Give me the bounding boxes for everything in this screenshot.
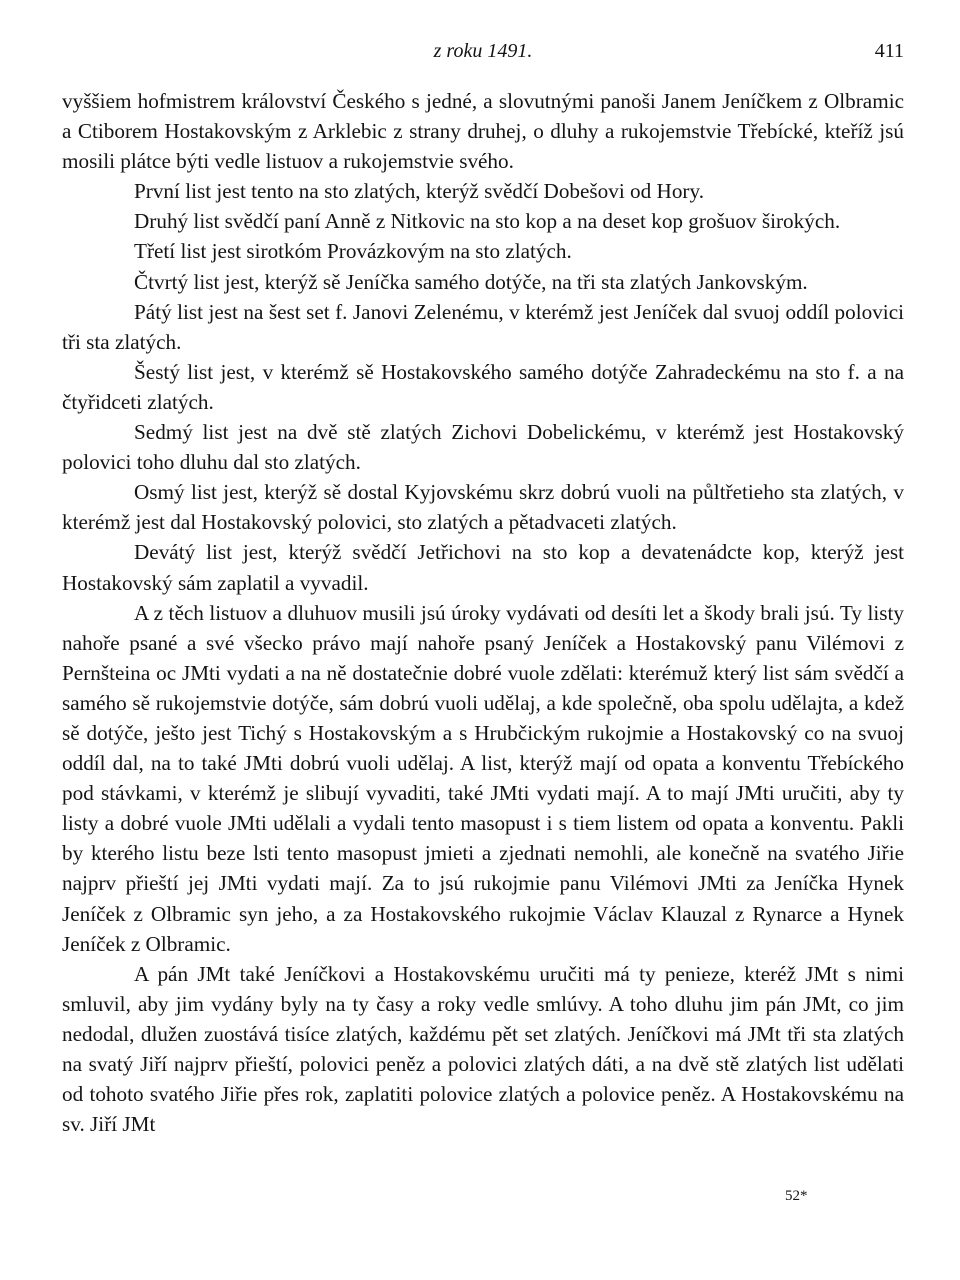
paragraph: Pátý list jest na šest set f. Janovi Zelenému, v kterémž jest Jeníček dal svuoj oddíl polovici tři sta zlatých. (62, 299, 904, 354)
running-title: z roku 1491. (433, 40, 533, 62)
paragraph: A z těch listuov a dluhuov musili jsú úroky vydávati od desíti let a škody brali jsú. Ty listy nahoře psané a své všecko právo mají nahoře psaný Jeníček a Hostakovský panu Vilémovi z Pernšteina oc JMti vydati a na ně dostatečnie dobré vuole zdělati: kterémuž který list sám svědčí a samého sě rukojemstvie dotýče, sám dobrú vuoli udělaj, a kde společně, oba spolu udělajta, a kdež sě dotýče, ješto jest Tichý s Hostakovským a s Hrubčickým rukojmie a Hostakovský co na svuoj oddíl dal, na to také JMti dobrú vuoli udělaj. A list, kterýž mají od opata a konventu Třebíckého pod stávkami, v kterémž je slibují vyvaditi, také JMti vydati mají. A to mají JMti uručiti, aby ty listy a dobré vuole JMti udělali a vydali tento masopust i s tiem listem od opata a konventu. Pakli by kterého listu beze lsti tento masopust jmieti a zjednati nemohli, ale konečně na svatého Jiřie najprv přieští jej JMti vydati mají. Za to jsú rukojmie panu Vilémovi JMti za Jeníčka Hynek Jeníček z Olbramic syn jeho, a za Hostakovského rukojmie Václav Klauzal z Rynarce a Hynek Jeníček z Olbramic. (62, 600, 904, 956)
paragraph: Devátý list jest, kterýž svědčí Jetřichovi na sto kop a devatenádcte kop, kterýž jest Hostakovský sám zaplatil a vyvadil. (62, 540, 904, 595)
paragraph: Osmý list jest, kterýž sě dostal Kyjovskému skrz dobrú vuoli na půltřetieho sta zlatých, v kterémž jest dal Hostakovský polovici, sto zlatých a pětadvaceti zlatých. (62, 480, 904, 535)
paragraph: Druhý list svědčí paní Anně z Nitkovic na sto kop a na deset kop grošuov širokých. (134, 209, 841, 234)
body-text (62, 86, 904, 1139)
paragraph: Šestý list jest, v kterémž sě Hostakovského samého dotýče Zahradeckému na sto f. a na čtyřidceti zlatých. (62, 359, 904, 414)
paragraph: Třetí list jest sirotkóm Provázkovým na sto zlatých. (134, 239, 572, 264)
page-number: 411 (874, 40, 904, 62)
paragraph: První list jest tento na sto zlatých, kterýž svědčí Dobešovi od Hory. (134, 179, 704, 204)
paragraph: A pán JMt také Jeníčkovi a Hostakovskému uručiti má ty penieze, kteréž JMt s nimi smluvil, aby jim vydány byly na ty časy a roky vedle smlúvy. A toho dluhu jim pán JMt, co jim nedodal, dlužen zuostává tisíce zlatých, každému pět set zlatých. Jeníčkovi má JMt tři sta zlatých na svatý Jiří najprv přieští, polovici peněz a polovici zlatých dáti, a na dvě stě zlatých list udělati od tohoto svatého Jiřie přes rok, zaplatiti polovice zlatých a polovice peněz. A Hostakovskému na sv. Jiří JMt (62, 961, 904, 1137)
paragraph: Čtvrtý list jest, kterýž sě Jeníčka samého dotýče, na tři sta zlatých Jankovským. (134, 269, 808, 294)
signature-mark: 52* (785, 1188, 808, 1204)
paragraph: Sedmý list jest na dvě stě zlatých Zichovi Dobelickému, v kterémž jest Hostakovský polovici toho dluhu dal sto zlatých. (62, 420, 904, 475)
page-header (62, 36, 904, 66)
paragraph: vyššiem hofmistrem království Českého s jedné, a slovutnými panoši Janem Jeníčkem z Olbramic a Ctiborem Hostakovským z Arklebic z strany druhej, o dluhy a rukojemstvie Třebícké, kteříž jsú mosili plátce býti vedle listuov a rukojemstvie svého. (62, 89, 904, 174)
